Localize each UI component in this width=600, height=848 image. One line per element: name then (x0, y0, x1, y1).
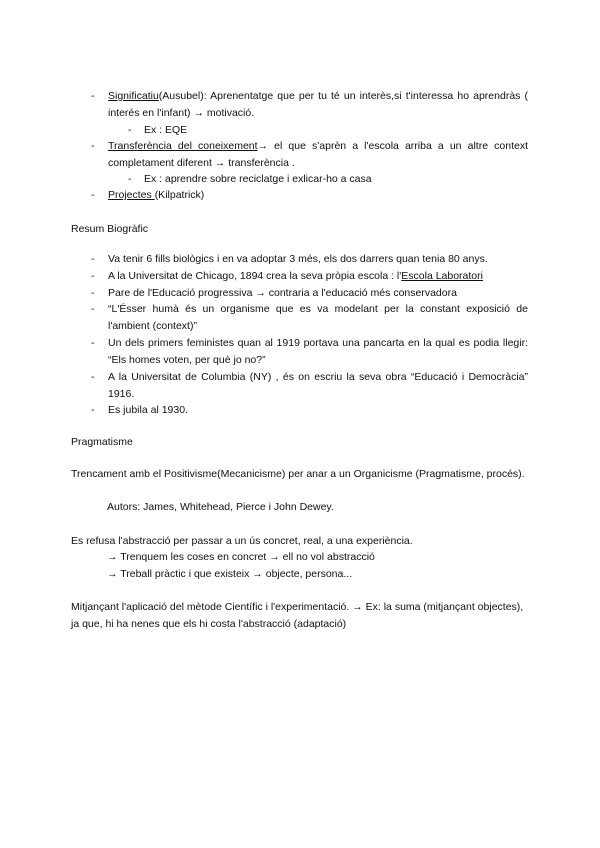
paragraph-autors: Autors: James, Whitehead, Pierce i John Dewey. (107, 501, 334, 513)
term-transferencia: Transferència del coneixement (108, 140, 258, 152)
document-page: - Significatiu(Ausubel): Aprenentatge que per tu té un interès,si t'interessa ho aprendràs ( interés en l'infant) → motivació. - Ex : EQE - Transferència del coneixement→ el que s'aprèn a l'escola arriba a un altre context completament diferent → transferència . - Ex : aprendre sobre reciclatge i exlicar-ho a casa - Projectes (Kilpatrick) Resum Biogràfic - Va tenir 6 fills biològics i en va adoptar 3 més, els dos darrers quan tenia 80 anys. - A la Universitat de Chicago, 1894 crea la seva pròpia escola : l'Escola Laboratori - Pare de l'Educació progressiva → contraria a l'educació més conservadora - “L'Ésser humà és un organisme que es va modelant per la constant exposició de l'ambient (context)” - Un dels primers feministes quan al 1919 portava una pancarta en la qual es podia llegir: “Els homes voten, per què jo no?” - A la Universitat de Columbia (NY) , és on escriu la seva obra “Educació i Democràcia” 1916. - Es jubila al 1930. Pragmatisme Trencament amb el Positivisme(Mecanicisme) per anar a un Organicisme (Pragmatisme, procés). Autors: James, Whitehead, Pierce i John Dewey. Es refusa l'abstracció per passar a un ús concret, real, a una experiència. → Trenquem les coses en concret → ell no vol abstracció → Treball pràctic i que existeix → objecte, persona... Mitjançant l'aplicació del mètode Científic i l'experimentació. → Ex: la suma (mitjançant objectes), ja que, hi ha nenes que els hi costa l'abstracció (adaptació) (0, 0, 600, 848)
term-significatiu: Significatiu (108, 90, 159, 102)
heading-pragmatisme: Pragmatisme (71, 436, 133, 448)
heading-resum-biografic: Resum Biogràfic (71, 223, 149, 235)
paragraph-trencament: Trencament amb el Positivisme(Mecanicisme) per anar a un Organicisme (Pragmatisme, procés). (71, 468, 525, 480)
paragraph-mitjancant: Mitjançant l'aplicació del mètode Científic i l'experimentació. → Ex: la suma (mitjançant objectes), ja que, hi ha nenes que els hi costa l'abstracció (adaptació) (71, 601, 524, 630)
term-projectes: Projectes (108, 189, 155, 201)
arrow-line-trenquem: → Trenquem les coses en concret → ell no vol abstracció (107, 551, 375, 563)
arrow-line-treball: → Treball pràctic i que existeix → objecte, persona... (107, 568, 353, 580)
paragraph-refusa: Es refusa l'abstracció per passar a un ús concret, real, a una experiència. (71, 535, 413, 547)
escola-laboratori-link: Escola Laboratori (401, 270, 483, 282)
